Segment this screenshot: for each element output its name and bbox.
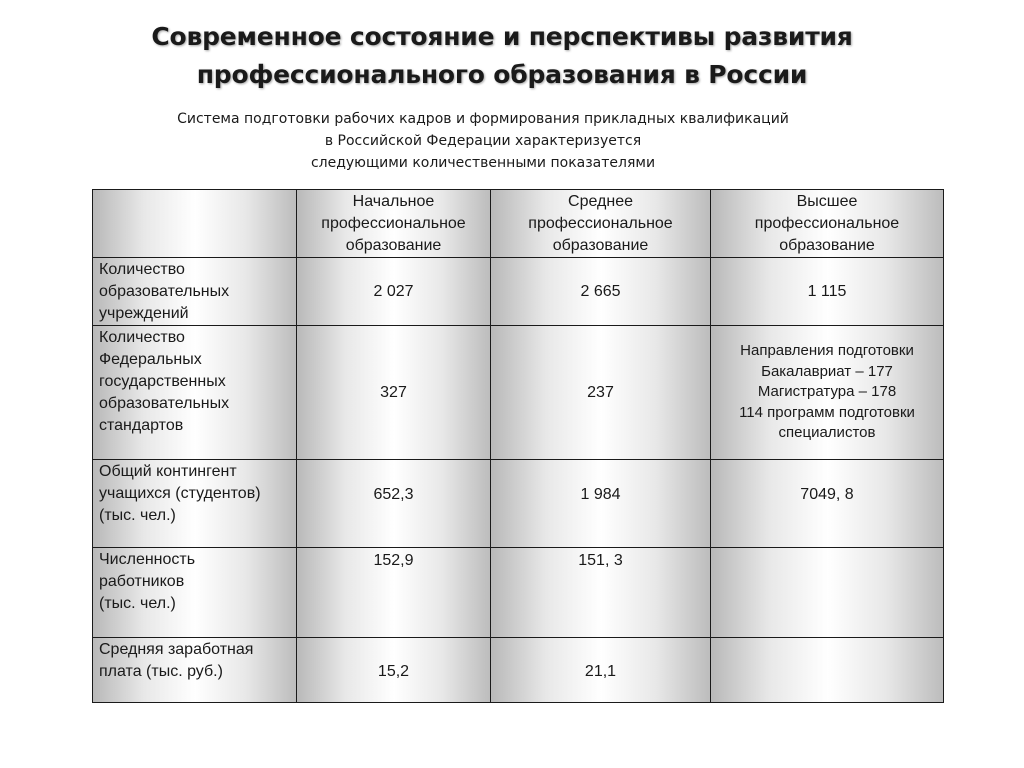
- statistics-table: [92, 189, 944, 703]
- page-subtitle-line-2: в Российской Федерации характеризуется: [324, 133, 642, 149]
- row-label: [93, 548, 297, 638]
- cell-initial: 15,2: [297, 638, 491, 703]
- cell-secondary: 237: [491, 326, 711, 460]
- header-text-line: Среднее: [568, 193, 633, 210]
- row-label-line: Количество: [99, 329, 185, 346]
- cell-higher-line: Бакалавриат – 177: [761, 362, 893, 380]
- cell-higher: 7049, 8: [711, 460, 944, 548]
- header-text-line: Высшее: [796, 193, 858, 210]
- cell-initial: 2 027: [297, 258, 491, 326]
- row-label-line: стандартов: [99, 417, 184, 434]
- cell-higher-line: специалистов: [778, 424, 876, 442]
- row-label-line: (тыс. чел.): [99, 507, 176, 524]
- table-header-row: [93, 190, 944, 258]
- header-corner-cell: [93, 190, 297, 258]
- row-label-line: образовательных: [99, 283, 230, 300]
- header-text-line: образование: [779, 237, 875, 254]
- header-secondary-education: [491, 190, 711, 258]
- table-row-institutions: [93, 258, 944, 326]
- page-title-line-1: Современное состояние и перспективы развития: [151, 22, 853, 51]
- table-row-staff: [93, 548, 944, 638]
- cell-secondary: 21,1: [491, 638, 711, 703]
- row-label-line: учащихся (студентов): [99, 485, 261, 502]
- page-subtitle-line-3: следующими количественными показателями: [310, 155, 656, 171]
- cell-higher: [711, 326, 944, 460]
- row-label: [93, 460, 297, 548]
- header-text-line: профессиональное: [754, 215, 900, 232]
- row-label-line: Численность: [99, 551, 196, 568]
- header-text-line: образование: [345, 237, 442, 254]
- cell-higher-line: Магистратура – 178: [757, 383, 897, 401]
- row-label-line: работников: [99, 573, 185, 590]
- page-title-line-2: профессионального образования в России: [196, 60, 808, 89]
- cell-higher-line: Направления подготовки: [740, 342, 914, 360]
- row-label: [93, 638, 297, 703]
- row-label-line: плата (тыс. руб.): [99, 663, 223, 680]
- row-label: [93, 258, 297, 326]
- table-row-students: [93, 460, 944, 548]
- header-text-line: Начальное: [352, 193, 435, 210]
- cell-higher: [711, 548, 944, 638]
- header-initial-education: [297, 190, 491, 258]
- header-text-line: профессиональное: [321, 215, 466, 232]
- row-label-line: Общий контингент: [99, 463, 237, 480]
- page-title: [0, 18, 1004, 94]
- cell-secondary: 1 984: [491, 460, 711, 548]
- cell-initial: 152,9: [297, 548, 491, 638]
- cell-initial: 327: [297, 326, 491, 460]
- cell-secondary: 151, 3: [491, 548, 711, 638]
- cell-higher: 1 115: [711, 258, 944, 326]
- page-subtitle: [0, 108, 966, 174]
- row-label-line: Федеральных: [99, 351, 202, 368]
- table-row-salary: [93, 638, 944, 703]
- page-subtitle-line-1: Система подготовки рабочих кадров и формирования прикладных квалификаций: [177, 111, 789, 127]
- cell-secondary: 2 665: [491, 258, 711, 326]
- cell-higher-line: 114 программ подготовки: [739, 403, 915, 421]
- row-label: [93, 326, 297, 460]
- row-label-line: (тыс. чел.): [99, 595, 176, 612]
- row-label-line: государственных: [99, 373, 226, 390]
- header-text-line: профессиональное: [528, 215, 673, 232]
- cell-initial: 652,3: [297, 460, 491, 548]
- cell-higher: [711, 638, 944, 703]
- header-higher-education: [711, 190, 944, 258]
- header-text-line: образование: [552, 237, 649, 254]
- row-label-line: образовательных: [99, 395, 230, 412]
- table-row-standards: [93, 326, 944, 460]
- row-label-line: Средняя заработная: [99, 641, 254, 658]
- row-label-line: Количество: [99, 261, 185, 278]
- row-label-line: учреждений: [99, 305, 189, 322]
